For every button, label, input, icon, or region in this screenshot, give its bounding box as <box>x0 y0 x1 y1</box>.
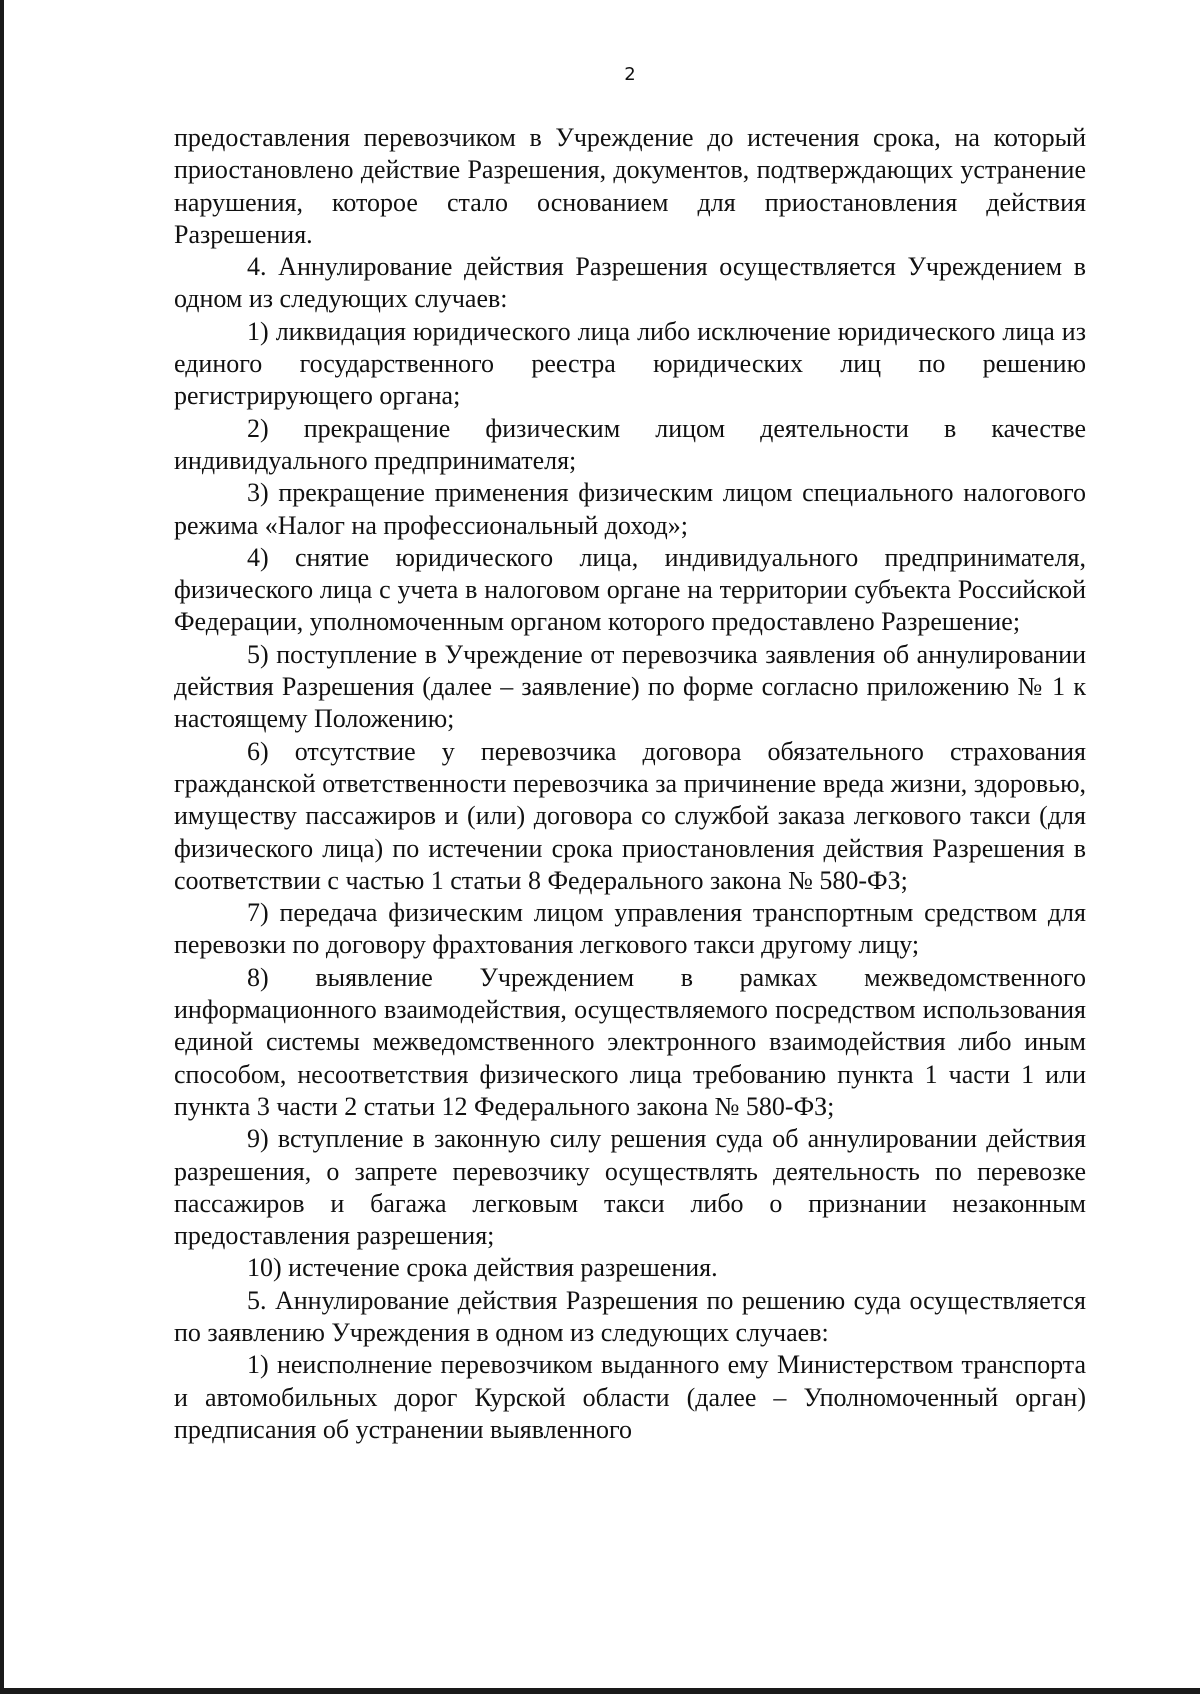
subitem-4-6: 6) отсутствие у перевозчика договора обязательного страхования гражданской ответственности перевозчика за причинение вреда жизни, здоровью, имуществу пассажиров и (или) договора со службой заказа легкового такси (для физического лица) по истечении срока приостановления действия Разрешения в соответствии с частью 1 статьи 8 Федерального закона № 580-ФЗ; <box>174 736 1086 895</box>
subitem-4-8: 8) выявление Учреждением в рамках межведомственного информационного взаимодействия, осуществляемого посредством использования единой системы межведомственного электронного взаимодействия либо иным способом, несоответствия физического лица требованию пункта 1 части 1 или пункта 3 части 2 статьи 12 Федерального закона № 580-ФЗ; <box>174 962 1086 1121</box>
scan-left-edge <box>0 0 4 1694</box>
document-body <box>174 122 1086 1446</box>
subitem-5-1: 1) неисполнение перевозчиком выданного ему Министерством транспорта и автомобильных дорог Курской области (далее – Уполномоченный орган) предписания об устранении выявленного <box>174 1350 1086 1444</box>
subitem-4-3: 3) прекращение применения физическим лицом специального налогового режима «Налог на профессиональный доход»; <box>174 478 1086 540</box>
paragraph-continuation: предоставления перевозчиком в Учреждение до истечения срока, на который приостановлено действие Разрешения, документов, подтверждающих устранение нарушения, которое стало основанием для приостановления действия Разрешения. <box>174 123 1086 249</box>
paragraph-item-4: 4. Аннулирование действия Разрешения осуществляется Учреждением в одном из следующих случаев: <box>174 252 1086 314</box>
paragraph-item-5: 5. Аннулирование действия Разрешения по решению суда осуществляется по заявлению Учреждения в одном из следующих случаев: <box>174 1285 1086 1347</box>
subitem-4-9: 9) вступление в законную силу решения суда об аннулировании действия разрешения, о запрете перевозчику осуществлять деятельность по перевозке пассажиров и багажа легковым такси либо о признании незаконным предоставления разрешения; <box>174 1124 1086 1251</box>
subitem-4-4: 4) снятие юридического лица, индивидуального предпринимателя, физического лица с учета в налоговом органе на территории субъекта Российской Федерации, уполномоченным органом которого предоставлено Разрешение; <box>174 542 1086 637</box>
subitem-4-2: 2) прекращение физическим лицом деятельности в качестве индивидуального предпринимателя; <box>174 413 1086 475</box>
subitem-4-5: 5) поступление в Учреждение от перевозчика заявления об аннулировании действия Разрешения (далее – заявление) по форме согласно приложению № 1 к настоящему Положению; <box>174 639 1086 734</box>
page-number: 2 <box>624 64 636 85</box>
subitem-4-10: 10) истечение срока действия разрешения. <box>247 1253 718 1283</box>
subitem-4-1: 1) ликвидация юридического лица либо исключение юридического лица из единого государственного реестра юридических лиц по решению регистрирующего органа; <box>174 316 1086 411</box>
subitem-4-7: 7) передача физическим лицом управления транспортным средством для перевозки по договору фрахтования легкового такси другому лицу; <box>174 898 1086 960</box>
scan-bottom-edge <box>0 1688 1200 1694</box>
